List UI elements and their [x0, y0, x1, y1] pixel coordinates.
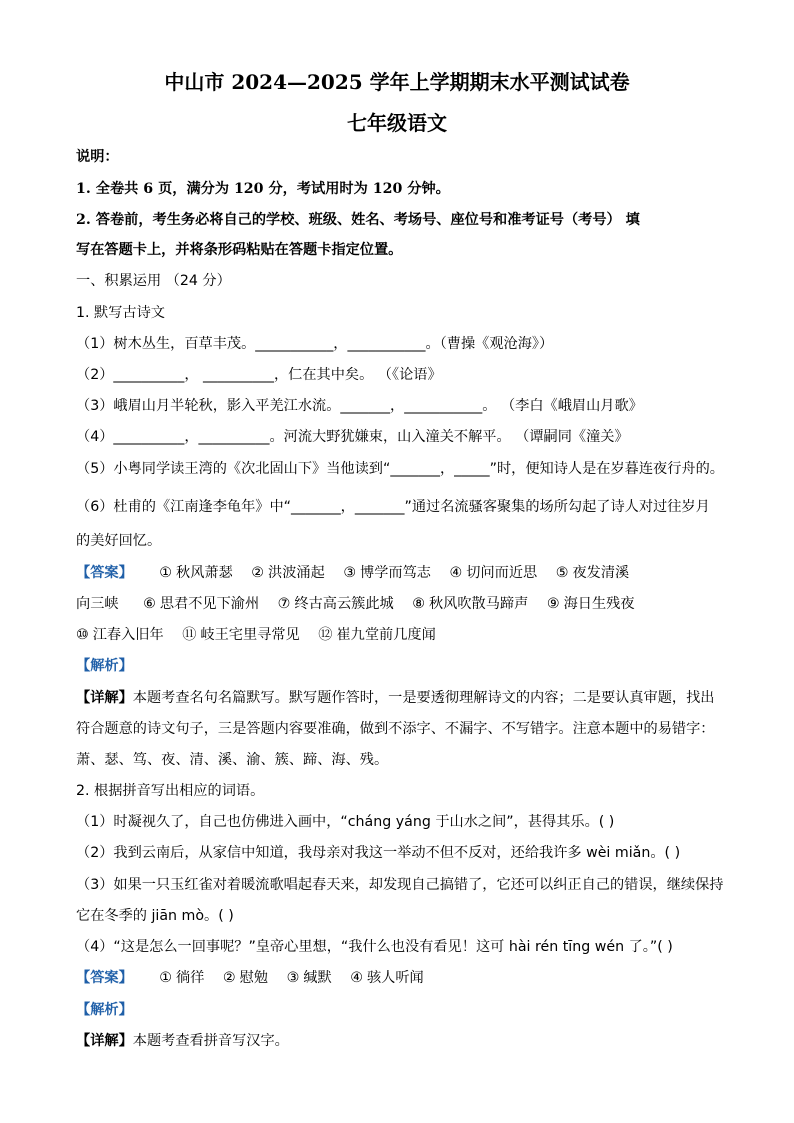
q2-item-4: （4）“这是怎么一回事呢？”皇帝心里想，“我什么也没有看见！这可 hài rén tīng wén 了。”( ) [76, 939, 673, 955]
q1-item-6a: （6）杜甫的《江南逢李龟年》中“_______，_______”通过名流骚客聚集的场所勾起了诗人对过往岁月 [76, 499, 710, 515]
q2-stem: 2. 根据拼音写出相应的词语。 [76, 783, 265, 799]
q1-item-5: （5）小粤同学读王湾的《次北固山下》当他读到“_______，_____”时，便知诗人是在岁暮连夜行舟的。 [76, 461, 724, 477]
detail-label: 【详解】 [76, 690, 133, 706]
detail-label: 【详解】 [76, 1033, 133, 1049]
q2-item-1: （1）时凝视久了，自己也仿佛进入画中，“cháng yáng 于山水之间”，甚得其乐。( ) [76, 814, 615, 830]
section-1-title: 一、积累运用 （24 分） [76, 273, 231, 289]
q1-answers-row-1 [76, 564, 643, 582]
answer-item: ③ 缄默 [286, 970, 332, 986]
answer-item: ① 秋风萧瑟 [159, 565, 233, 581]
answer-item: ③ 博学而笃志 [343, 565, 431, 581]
answer-continuation: 向三峡 [76, 596, 119, 612]
analysis-label: 【解析】 [76, 1002, 133, 1018]
answer-item: ⑩ 江春入旧年 [76, 627, 164, 643]
q1-item-6b: 的美好回忆。 [76, 533, 162, 549]
q1-answers-row-3 [76, 626, 450, 644]
q1-stem: 1. 默写古诗文 [76, 305, 165, 321]
q1-detail-3: 萧、瑟、笃、夜、清、溪、渝、簇、蹄、海、残。 [76, 752, 389, 768]
page-title: 中山市 2024—2025 学年上学期期末水平测试试卷 [164, 70, 630, 94]
instructions-line-2a: 2. 答卷前，考生务必将自己的学校、班级、姓名、考场号、座位号和准考证号（考号） 填 [76, 212, 640, 228]
answer-item: ⑪ 岐王宅里寻常见 [182, 627, 300, 643]
q2-item-3a: （3）如果一只玉红雀对着暖流歌唱起春天来，却发现自己搞错了，它还可以纠正自己的错误，继续保持 [76, 877, 724, 893]
answer-item: ④ 切问而近思 [449, 565, 538, 581]
answer-item: ② 慰勉 [222, 970, 269, 986]
answer-item: ⑫ 崔九堂前几度闻 [318, 627, 436, 643]
q1-detail-2: 符合题意的诗文句子，三是答题内容要准确，做到不添字、不漏字、不写错字。注意本题中的易错字： [76, 721, 715, 737]
q1-detail-1: 【详解】本题考查名句名篇默写。默写题作答时，一是要透彻理解诗文的内容；二是要认真审题，找出 [76, 690, 715, 706]
q2-item-3b: 它在冬季的 jiān mò。( ) [76, 908, 234, 924]
q1-answers-row-2 [76, 595, 649, 613]
instructions-line-2b: 写在答题卡上，并将条形码粘贴在答题卡指定位置。 [76, 242, 403, 258]
answer-label: 【答案】 [76, 970, 133, 986]
q1-item-2: （2）__________， __________，仁在其中矣。 （《论语》 [76, 367, 442, 383]
q1-item-1: （1）树木丛生，百草丰茂。___________，___________。（曹操《观沧海》） [76, 336, 554, 352]
q2-item-2: （2）我到云南后，从家信中知道，我母亲对我这一举动不但不反对，还给我许多 wèi miǎn。( ) [76, 845, 681, 861]
page-subtitle: 七年级语文 [347, 111, 447, 135]
answer-item: ④ 骇人听闻 [350, 970, 424, 986]
q1-item-4: （4）__________，__________。河流大野犹嫌束，山入潼关不解平。 （谭嗣同《潼关》 [76, 429, 629, 445]
answer-item: ⑨ 海日生残夜 [546, 596, 635, 612]
q2-detail-1: 【详解】本题考查看拼音写汉字。 [76, 1033, 289, 1049]
answer-item: ⑦ 终古高云簇此城 [277, 596, 394, 612]
answer-item: ⑥ 思君不见下渝州 [143, 596, 260, 612]
answer-item: ⑤ 夜发清溪 [555, 565, 630, 581]
q2-answers-row [76, 969, 438, 987]
answer-label: 【答案】 [76, 565, 133, 581]
answer-item: ⑧ 秋风吹散马蹄声 [412, 596, 529, 612]
instructions-line-1: 1. 全卷共 6 页，满分为 120 分，考试用时为 120 分钟。 [76, 181, 450, 197]
q1-item-3: （3）峨眉山月半轮秋，影入平羌江水流。_______，___________。 （李白《峨眉山月歌》 [76, 398, 643, 414]
answer-item: ① 徜徉 [159, 970, 205, 986]
answer-item: ② 洪波涌起 [251, 565, 325, 581]
instructions-label: 说明： [76, 149, 119, 165]
analysis-label: 【解析】 [76, 658, 133, 674]
